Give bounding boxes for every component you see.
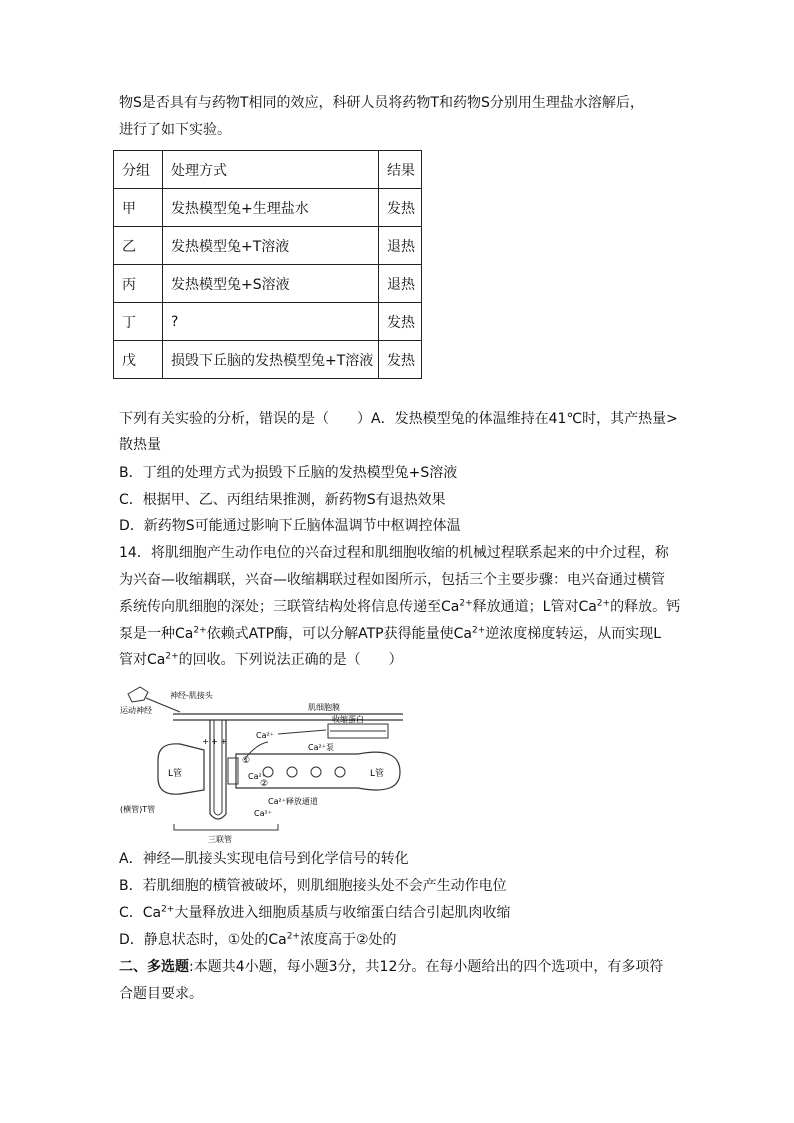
table-cell: 发热: [379, 341, 422, 379]
table-cell: 丁: [114, 303, 163, 341]
table-cell: 发热: [379, 189, 422, 227]
label-triad: 三联管: [208, 835, 232, 844]
label-release-channel: Ca²⁺释放通道: [268, 797, 318, 806]
label-t-tube: (横管)T管: [120, 805, 156, 814]
section-2-label: 二、多选题: [119, 959, 189, 975]
table-header-cell: 分组: [114, 151, 163, 189]
mark-1: ①: [242, 756, 251, 766]
table-cell: 发热模型兔+S溶液: [163, 265, 379, 303]
table-row: [114, 265, 422, 303]
q13-stem-line-2: 散热量: [119, 437, 161, 453]
q14-option-c: C．$Ca^{2+}$大量释放进入细胞质基质与收缩蛋白结合引起肌肉收缩: [119, 904, 511, 921]
section-2-line-2: 合题目要求。: [119, 986, 203, 1002]
triad-brace: [174, 824, 278, 830]
q13-stem-line-1: 下列有关实验的分析，错误的是（ ）A．发热模型兔的体温维持在41℃时，其产热量>: [119, 411, 678, 427]
table-row: [114, 341, 422, 379]
plus-signs: + + +: [202, 737, 228, 746]
table-row: [114, 189, 422, 227]
q14-option-d: D．静息状态时，①处的$Ca^{2+}$浓度高于②处的: [119, 931, 397, 948]
q14-line-2: 为兴奋—收缩耦联，兴奋—收缩耦联过程如图所示，包括三个主要步骤：电兴奋通过横管: [119, 572, 665, 588]
label-ca-bottom: Ca²⁺: [254, 809, 272, 818]
arrow-to-protein: [278, 730, 326, 734]
table-header-cell: 结果: [379, 151, 422, 189]
label-l-tube-right: L管: [370, 769, 385, 779]
excitation-contraction-diagram: [118, 684, 408, 844]
table-cell: 发热模型兔+生理盐水: [163, 189, 379, 227]
q14-line-3: 系统传向肌细胞的深处；三联管结构处将信息传递至$Ca^{2+}$释放通道；L管对$Ca^{2+}$的释放。钙: [119, 598, 681, 615]
label-ca-pump: Ca²⁺泵: [308, 743, 334, 752]
q13-option-c: C．根据甲、乙、丙组结果推测，新药物S有退热效果: [119, 492, 446, 508]
q13-option-d: D．新药物S可能通过影响下丘脑体温调节中枢调控体温: [119, 518, 461, 534]
table-cell: 发热模型兔+T溶液: [163, 227, 379, 265]
table-cell: 退热: [379, 265, 422, 303]
q14-line-1: 14．将肌细胞产生动作电位的兴奋过程和肌细胞收缩的机械过程联系起来的中介过程，称: [119, 545, 669, 561]
neuron-body-icon: [128, 687, 148, 702]
label-protein: 收缩蛋白: [332, 715, 364, 724]
t-tube-outer: [210, 720, 226, 819]
q13-option-b: B．丁组的处理方式为损毁下丘脑的发热模型兔+S溶液: [119, 465, 458, 481]
table-row: [114, 227, 422, 265]
label-membrane: 肌细胞膜: [308, 703, 340, 712]
table-cell: ?: [163, 303, 379, 341]
mark-2: ②: [260, 779, 269, 789]
ca-pump-circle: [335, 767, 345, 777]
t-tube-inner: [214, 720, 222, 815]
label-nm-junction: 神经-肌接头: [170, 691, 213, 700]
q14-option-b: B．若肌细胞的横管被破坏，则肌细胞接头处不会产生动作电位: [119, 878, 507, 894]
label-l-tube-left: L管: [168, 769, 183, 779]
section-2-line-1: 二、多选题:本题共4小题，每小题3分，共12分。在每小题给出的四个选项中，有多项符: [119, 959, 664, 975]
table-cell: 甲: [114, 189, 163, 227]
experiment-table: [113, 150, 422, 379]
table-cell: 戊: [114, 341, 163, 379]
label-ca-top: Ca²⁺: [256, 731, 274, 740]
intro-line-2: 进行了如下实验。: [119, 122, 231, 138]
table-cell: 丙: [114, 265, 163, 303]
table-header-cell: 处理方式: [163, 151, 379, 189]
table-cell: 退热: [379, 227, 422, 265]
table-cell: 乙: [114, 227, 163, 265]
q14-line-5: 管对$Ca^{2+}$的回收。下列说法正确的是（ ）: [119, 651, 403, 668]
label-ca-inner: Ca²⁺: [248, 772, 266, 781]
table-row: [114, 303, 422, 341]
label-motor-nerve: 运动神经: [120, 706, 152, 715]
intro-line-1: 物S是否具有与药物T相同的效应，科研人员将药物T和药物S分别用生理盐水溶解后，: [119, 95, 644, 111]
table-header-row: [114, 151, 422, 189]
q14-line-4: 泵是一种$Ca^{2+}$依赖式ATP酶，可以分解ATP获得能量使$Ca^{2+}$逆浓度梯度转运，从而实现L: [119, 625, 662, 642]
table-cell: 损毁下丘脑的发热模型兔+T溶液: [163, 341, 379, 379]
table-cell: 发热: [379, 303, 422, 341]
ca-pump-circle: [311, 767, 321, 777]
ca-pump-circle: [287, 767, 297, 777]
q14-option-a: A．神经—肌接头实现电信号到化学信号的转化: [119, 851, 409, 867]
